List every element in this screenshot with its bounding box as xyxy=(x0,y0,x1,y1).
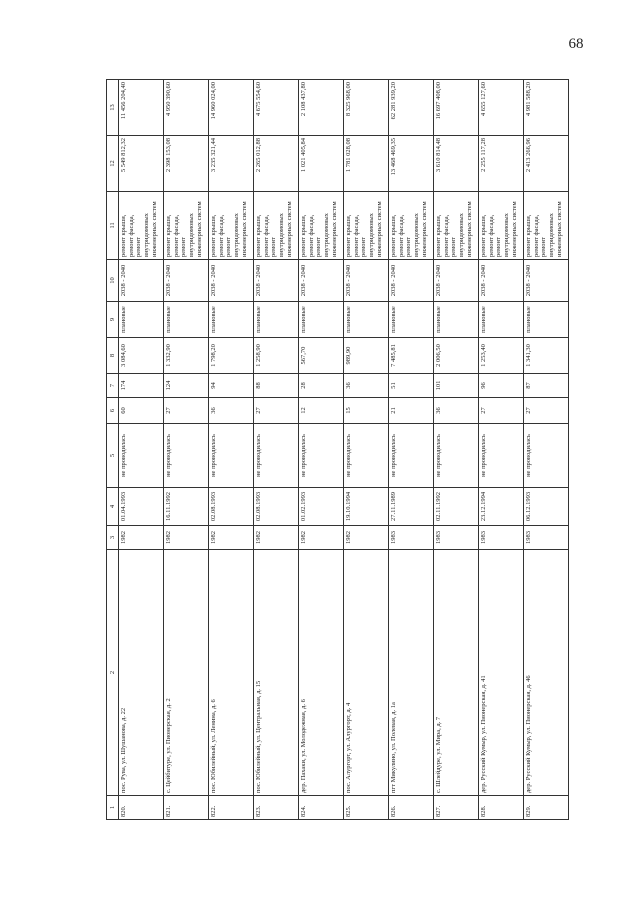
works-list-cell: ремонт крыши, ремонт фасада, ремонт внутридомовых инженерных систем xyxy=(254,192,299,260)
repair-type-cell: плановые xyxy=(434,302,479,338)
address-cell: с. Цейбитуре, ул. Пионерская, д. 2 xyxy=(164,550,209,796)
build-year-cell: 1983 xyxy=(524,526,569,550)
address-cell: пгт Микулино, ул. Полевая, д. 1а xyxy=(389,550,434,796)
total-area-cell: 567,70 xyxy=(299,338,344,374)
build-year-cell: 1983 xyxy=(389,526,434,550)
privatization-date-cell: 01.04.1993 xyxy=(119,488,164,526)
col-header: 3 xyxy=(107,526,119,550)
col-header: 9 xyxy=(107,302,119,338)
table-row xyxy=(344,80,389,820)
repair-cost-cell: 2 413 266,96 xyxy=(524,136,569,192)
repair-type-cell: плановые xyxy=(344,302,389,338)
residents-count-cell: 96 xyxy=(479,374,524,398)
works-list-cell: ремонт крыши, ремонт фасада, ремонт внутридомовых инженерных систем xyxy=(209,192,254,260)
repair-type-cell: плановые xyxy=(524,302,569,338)
works-list-cell: ремонт крыши, ремонт фасада, ремонт внутридомовых инженерных систем xyxy=(299,192,344,260)
address-cell: дер. Пахаки, ул. Молодежная, д. 6 xyxy=(299,550,344,796)
row-number-cell: 822. xyxy=(209,796,254,820)
total-cost-cell: 11 456 204,40 xyxy=(119,80,164,136)
address-cell: с. Шлейдуре, ул. Мира, д. 7 xyxy=(434,550,479,796)
survey-status-cell: не проводилась xyxy=(479,424,524,488)
repair-period-cell: 2038 - 2040 xyxy=(164,260,209,302)
repair-type-cell: плановые xyxy=(479,302,524,338)
build-year-cell: 1983 xyxy=(479,526,524,550)
address-cell: пос. Алургорт, ул. Алургорт, д. 4 xyxy=(344,550,389,796)
total-area-cell: 2 006,50 xyxy=(434,338,479,374)
privatization-date-cell: 01.02.1993 xyxy=(299,488,344,526)
repair-cost-cell: 1 781 028,08 xyxy=(344,136,389,192)
repair-cost-cell: 5 549 812,32 xyxy=(119,136,164,192)
total-area-cell: 1 332,90 xyxy=(164,338,209,374)
repair-type-cell: плановые xyxy=(254,302,299,338)
row-number-cell: 829. xyxy=(524,796,569,820)
col-header: 11 xyxy=(107,192,119,260)
apartments-count-cell: 15 xyxy=(344,398,389,424)
residents-count-cell: 94 xyxy=(209,374,254,398)
row-number-cell: 826. xyxy=(389,796,434,820)
total-area-cell: 1 258,90 xyxy=(254,338,299,374)
repair-cost-cell: 2 398 153,08 xyxy=(164,136,209,192)
repair-period-cell: 2038 - 2040 xyxy=(479,260,524,302)
column-number-row xyxy=(107,80,119,820)
address-cell: пос. Юбилейный, ул. Ленина, д. 6 xyxy=(209,550,254,796)
repair-period-cell: 2038 - 2040 xyxy=(209,260,254,302)
works-list-cell: ремонт крыши, ремонт фасада, ремонт внутридомовых инженерных систем xyxy=(119,192,164,260)
build-year-cell: 1982 xyxy=(254,526,299,550)
survey-status-cell: не проводилась xyxy=(524,424,569,488)
table-row xyxy=(524,80,569,820)
table-row xyxy=(119,80,164,820)
apartments-count-cell: 60 xyxy=(119,398,164,424)
repair-type-cell: плановые xyxy=(389,302,434,338)
address-cell: дер. Русский Кумыр, ул. Пионерская, д. 46 xyxy=(524,550,569,796)
survey-status-cell: не проводилась xyxy=(119,424,164,488)
repair-type-cell: плановые xyxy=(209,302,254,338)
col-header: 6 xyxy=(107,398,119,424)
survey-status-cell: не проводилась xyxy=(389,424,434,488)
page-number: 68 xyxy=(568,36,584,52)
table-row xyxy=(434,80,479,820)
repair-type-cell: плановые xyxy=(164,302,209,338)
survey-status-cell: не проводилась xyxy=(254,424,299,488)
total-cost-cell: 4 675 554,60 xyxy=(254,80,299,136)
table-header xyxy=(107,80,119,820)
total-cost-cell: 4 950 390,60 xyxy=(164,80,209,136)
residents-count-cell: 124 xyxy=(164,374,209,398)
repair-period-cell: 2038 - 2040 xyxy=(389,260,434,302)
total-area-cell: 1 341,30 xyxy=(524,338,569,374)
privatization-date-cell: 23.12.1994 xyxy=(479,488,524,526)
table-row xyxy=(389,80,434,820)
build-year-cell: 1982 xyxy=(344,526,389,550)
survey-status-cell: не проводилась xyxy=(164,424,209,488)
housing-repair-table xyxy=(106,79,569,820)
residents-count-cell: 101 xyxy=(434,374,479,398)
works-list-cell: ремонт крыши, ремонт фасада, ремонт внутридомовых инженерных систем xyxy=(524,192,569,260)
repair-type-cell: плановые xyxy=(299,302,344,338)
col-header: 7 xyxy=(107,374,119,398)
col-header: 8 xyxy=(107,338,119,374)
total-area-cell: 7 485,81 xyxy=(389,338,434,374)
table-row xyxy=(164,80,209,820)
privatization-date-cell: 02.08.1993 xyxy=(254,488,299,526)
works-list-cell: ремонт крыши, ремонт фасада, ремонт внутридомовых инженерных систем xyxy=(479,192,524,260)
rotated-table-container xyxy=(106,80,563,820)
address-cell: дер. Русский Кумыр, ул. Пионерская, д. 41 xyxy=(479,550,524,796)
repair-period-cell: 2038 - 2040 xyxy=(524,260,569,302)
repair-cost-cell: 3 235 321,44 xyxy=(209,136,254,192)
table-row xyxy=(299,80,344,820)
table-row xyxy=(479,80,524,820)
table-body xyxy=(119,80,569,820)
total-area-cell: 1 253,40 xyxy=(479,338,524,374)
survey-status-cell: не проводилась xyxy=(434,424,479,488)
row-number-cell: 824. xyxy=(299,796,344,820)
total-cost-cell: 4 981 588,20 xyxy=(524,80,569,136)
total-cost-cell: 2 108 437,80 xyxy=(299,80,344,136)
total-area-cell: 989,90 xyxy=(344,338,389,374)
total-area-cell: 1 798,20 xyxy=(209,338,254,374)
row-number-cell: 827. xyxy=(434,796,479,820)
apartments-count-cell: 27 xyxy=(524,398,569,424)
address-cell: пос. Рува, ул. Шушанова, д. 22 xyxy=(119,550,164,796)
repair-period-cell: 2038 - 2040 xyxy=(254,260,299,302)
repair-period-cell: 2038 - 2040 xyxy=(119,260,164,302)
table-row xyxy=(209,80,254,820)
col-header: 2 xyxy=(107,550,119,796)
col-header: 10 xyxy=(107,260,119,302)
privatization-date-cell: 16.11.1992 xyxy=(164,488,209,526)
survey-status-cell: не проводилась xyxy=(209,424,254,488)
works-list-cell: ремонт крыши, ремонт фасада, ремонт внутридомовых инженерных систем xyxy=(389,192,434,260)
apartments-count-cell: 27 xyxy=(164,398,209,424)
residents-count-cell: 174 xyxy=(119,374,164,398)
col-header: 13 xyxy=(107,80,119,136)
residents-count-cell: 51 xyxy=(389,374,434,398)
total-cost-cell: 62 281 939,20 xyxy=(389,80,434,136)
works-list-cell: ремонт крыши, ремонт фасада, ремонт внутридомовых инженерных систем xyxy=(344,192,389,260)
repair-cost-cell: 1 021 405,84 xyxy=(299,136,344,192)
col-header: 1 xyxy=(107,796,119,820)
apartments-count-cell: 21 xyxy=(389,398,434,424)
total-area-cell: 3 084,60 xyxy=(119,338,164,374)
residents-count-cell: 88 xyxy=(254,374,299,398)
apartments-count-cell: 27 xyxy=(254,398,299,424)
survey-status-cell: не проводилась xyxy=(299,424,344,488)
col-header: 4 xyxy=(107,488,119,526)
row-number-cell: 821. xyxy=(164,796,209,820)
row-number-cell: 828. xyxy=(479,796,524,820)
row-number-cell: 820. xyxy=(119,796,164,820)
repair-period-cell: 2038 - 2040 xyxy=(344,260,389,302)
works-list-cell: ремонт крыши, ремонт фасада, ремонт внутридомовых инженерных систем xyxy=(164,192,209,260)
repair-cost-cell: 2 255 117,28 xyxy=(479,136,524,192)
privatization-date-cell: 19.10.1994 xyxy=(344,488,389,526)
residents-count-cell: 36 xyxy=(344,374,389,398)
apartments-count-cell: 12 xyxy=(299,398,344,424)
residents-count-cell: 28 xyxy=(299,374,344,398)
privatization-date-cell: 02.11.1992 xyxy=(434,488,479,526)
build-year-cell: 1982 xyxy=(119,526,164,550)
build-year-cell: 1982 xyxy=(164,526,209,550)
works-list-cell: ремонт крыши, ремонт фасада, ремонт внутридомовых инженерных систем xyxy=(434,192,479,260)
repair-cost-cell: 2 265 012,88 xyxy=(254,136,299,192)
apartments-count-cell: 36 xyxy=(434,398,479,424)
row-number-cell: 823. xyxy=(254,796,299,820)
repair-period-cell: 2038 - 2040 xyxy=(434,260,479,302)
apartments-count-cell: 36 xyxy=(209,398,254,424)
total-cost-cell: 8 325 968,00 xyxy=(344,80,389,136)
residents-count-cell: 87 xyxy=(524,374,569,398)
apartments-count-cell: 27 xyxy=(479,398,524,424)
table-row xyxy=(254,80,299,820)
total-cost-cell: 14 960 024,00 xyxy=(209,80,254,136)
col-header: 12 xyxy=(107,136,119,192)
repair-type-cell: плановые xyxy=(119,302,164,338)
privatization-date-cell: 02.08.1993 xyxy=(209,488,254,526)
repair-cost-cell: 13 468 469,35 xyxy=(389,136,434,192)
privatization-date-cell: 06.12.1993 xyxy=(524,488,569,526)
repair-cost-cell: 3 610 814,48 xyxy=(434,136,479,192)
total-cost-cell: 16 697 408,00 xyxy=(434,80,479,136)
privatization-date-cell: 27.11.1989 xyxy=(389,488,434,526)
survey-status-cell: не проводилась xyxy=(344,424,389,488)
build-year-cell: 1982 xyxy=(209,526,254,550)
col-header: 5 xyxy=(107,424,119,488)
repair-period-cell: 2038 - 2040 xyxy=(299,260,344,302)
total-cost-cell: 4 655 127,60 xyxy=(479,80,524,136)
build-year-cell: 1982 xyxy=(299,526,344,550)
address-cell: пос. Юбилейный, ул. Центральная, д. 15 xyxy=(254,550,299,796)
build-year-cell: 1983 xyxy=(434,526,479,550)
row-number-cell: 825. xyxy=(344,796,389,820)
